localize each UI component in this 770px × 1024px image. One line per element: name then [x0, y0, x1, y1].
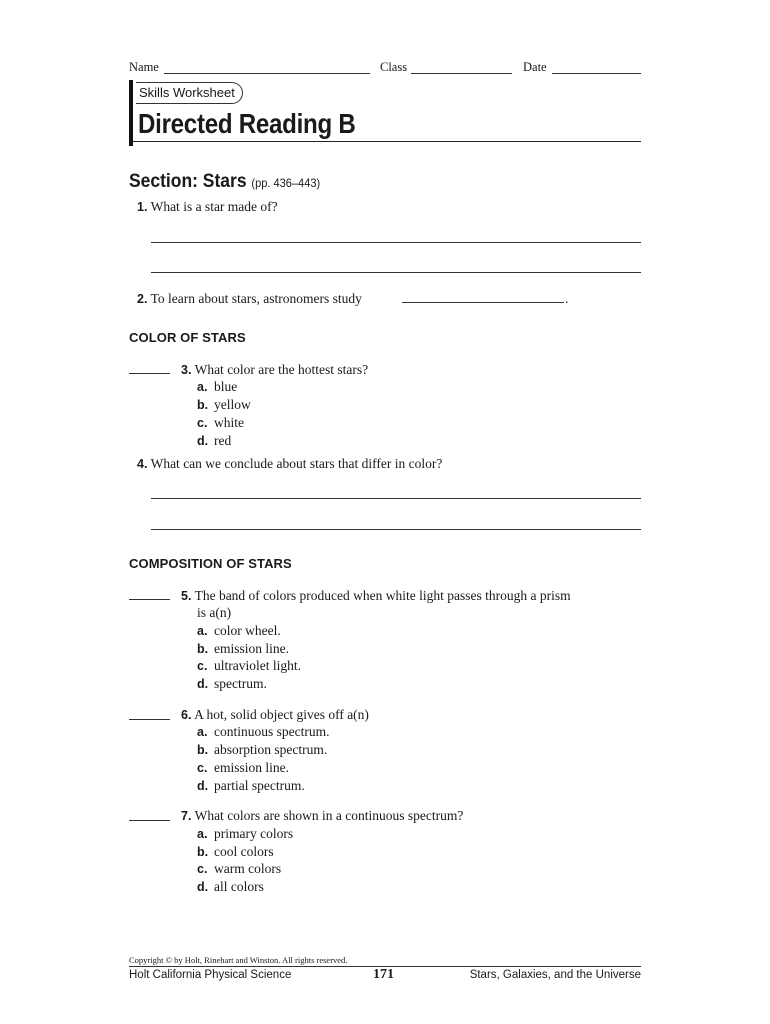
option-6c[interactable]: [197, 759, 289, 777]
question-text: The band of colors produced when white light passes through a prism: [194, 588, 571, 603]
question-2: [137, 290, 362, 308]
question-text: To learn about stars, astronomers study: [150, 291, 362, 306]
question-number: 6.: [181, 708, 192, 722]
section-name: Section: Stars: [129, 171, 247, 192]
copyright-notice: Copyright © by Holt, Rinehart and Winston. All rights reserved.: [129, 955, 348, 965]
option-text: white: [214, 415, 244, 430]
option-letter: d.: [197, 779, 209, 793]
question-text: What can we conclude about stars that differ in color?: [150, 456, 443, 471]
option-7c[interactable]: [197, 860, 281, 878]
title-accent-bar: [129, 80, 133, 146]
footer-book-title: Holt California Physical Science: [129, 969, 292, 981]
option-text: emission line.: [214, 641, 289, 656]
question-1: [137, 198, 278, 216]
option-text: spectrum.: [214, 676, 267, 691]
question-number: 4.: [137, 457, 148, 471]
option-text: partial spectrum.: [214, 778, 305, 793]
option-5d[interactable]: [197, 675, 267, 693]
question-7: [181, 807, 463, 825]
option-text: cool colors: [214, 844, 274, 859]
option-5a[interactable]: [197, 622, 281, 640]
answer-line-4b[interactable]: [151, 529, 641, 530]
title-divider: [133, 141, 641, 142]
answer-blank-5[interactable]: [129, 599, 170, 600]
question-number: 3.: [181, 363, 192, 377]
option-text: primary colors: [214, 826, 294, 841]
question-text: What color are the hottest stars?: [194, 362, 369, 377]
section-title: [129, 170, 320, 195]
answer-blank-7[interactable]: [129, 820, 170, 821]
option-letter: b.: [197, 845, 209, 859]
question-number: 7.: [181, 809, 192, 823]
option-letter: c.: [197, 862, 208, 876]
option-7a[interactable]: [197, 825, 293, 843]
question-number: 2.: [137, 292, 148, 306]
question-text: What colors are shown in a continuous spectrum?: [194, 808, 464, 823]
question-text: A hot, solid object gives off a(n): [194, 707, 369, 722]
option-letter: d.: [197, 434, 209, 448]
question-number: 5.: [181, 589, 192, 603]
option-3c[interactable]: [197, 414, 244, 432]
option-6a[interactable]: [197, 723, 329, 741]
option-text: all colors: [214, 879, 264, 894]
answer-line-1b[interactable]: [151, 272, 641, 273]
question-4: [137, 455, 442, 473]
option-5b[interactable]: [197, 640, 289, 658]
answer-blank-3[interactable]: [129, 373, 170, 374]
heading-composition-of-stars: COMPOSITION OF STARS: [129, 556, 292, 571]
footer-chapter-title: Stars, Galaxies, and the Universe: [469, 969, 641, 981]
question-number: 1.: [137, 200, 148, 214]
section-pages: (pp. 436–443): [251, 176, 321, 190]
date-field[interactable]: [552, 73, 641, 74]
option-letter: d.: [197, 880, 209, 894]
option-letter: d.: [197, 677, 209, 691]
question-5-continued: is a(n): [197, 605, 232, 620]
option-text: blue: [214, 379, 238, 394]
option-letter: c.: [197, 416, 208, 430]
option-text: yellow: [214, 397, 251, 412]
option-text: absorption spectrum.: [214, 742, 328, 757]
option-3d[interactable]: [197, 432, 231, 450]
date-label: Date: [523, 60, 547, 74]
class-label: Class: [380, 60, 408, 74]
option-letter: b.: [197, 642, 209, 656]
option-text: color wheel.: [214, 623, 281, 638]
worksheet-badge: Skills Worksheet: [136, 82, 243, 104]
option-letter: b.: [197, 743, 209, 757]
question-text: What is a star made of?: [150, 199, 278, 214]
option-letter: a.: [197, 624, 208, 638]
option-text: red: [214, 433, 232, 448]
page-title: Directed Reading B: [138, 108, 356, 139]
page-number: 171: [373, 967, 394, 982]
option-text: continuous spectrum.: [214, 724, 330, 739]
option-6b[interactable]: [197, 741, 327, 759]
option-text: emission line.: [214, 760, 289, 775]
name-field[interactable]: [164, 73, 370, 74]
option-text: warm colors: [214, 861, 282, 876]
question-2-period: .: [565, 291, 569, 306]
option-7b[interactable]: [197, 843, 274, 861]
option-7d[interactable]: [197, 878, 264, 896]
option-3b[interactable]: [197, 396, 251, 414]
name-label: Name: [129, 60, 159, 74]
option-6d[interactable]: [197, 777, 305, 795]
class-field[interactable]: [411, 73, 512, 74]
answer-line-4a[interactable]: [151, 498, 641, 499]
option-letter: c.: [197, 659, 208, 673]
option-letter: a.: [197, 827, 208, 841]
answer-line-2[interactable]: [402, 302, 564, 303]
option-text: ultraviolet light.: [214, 658, 301, 673]
option-letter: b.: [197, 398, 209, 412]
option-letter: a.: [197, 380, 208, 394]
option-letter: c.: [197, 761, 208, 775]
heading-color-of-stars: COLOR OF STARS: [129, 330, 246, 345]
question-6: [181, 706, 369, 724]
question-3: [181, 361, 368, 379]
answer-blank-6[interactable]: [129, 719, 170, 720]
option-3a[interactable]: [197, 378, 237, 396]
answer-line-1a[interactable]: [151, 242, 641, 243]
option-5c[interactable]: [197, 657, 301, 675]
option-letter: a.: [197, 725, 208, 739]
question-5: [181, 587, 571, 605]
